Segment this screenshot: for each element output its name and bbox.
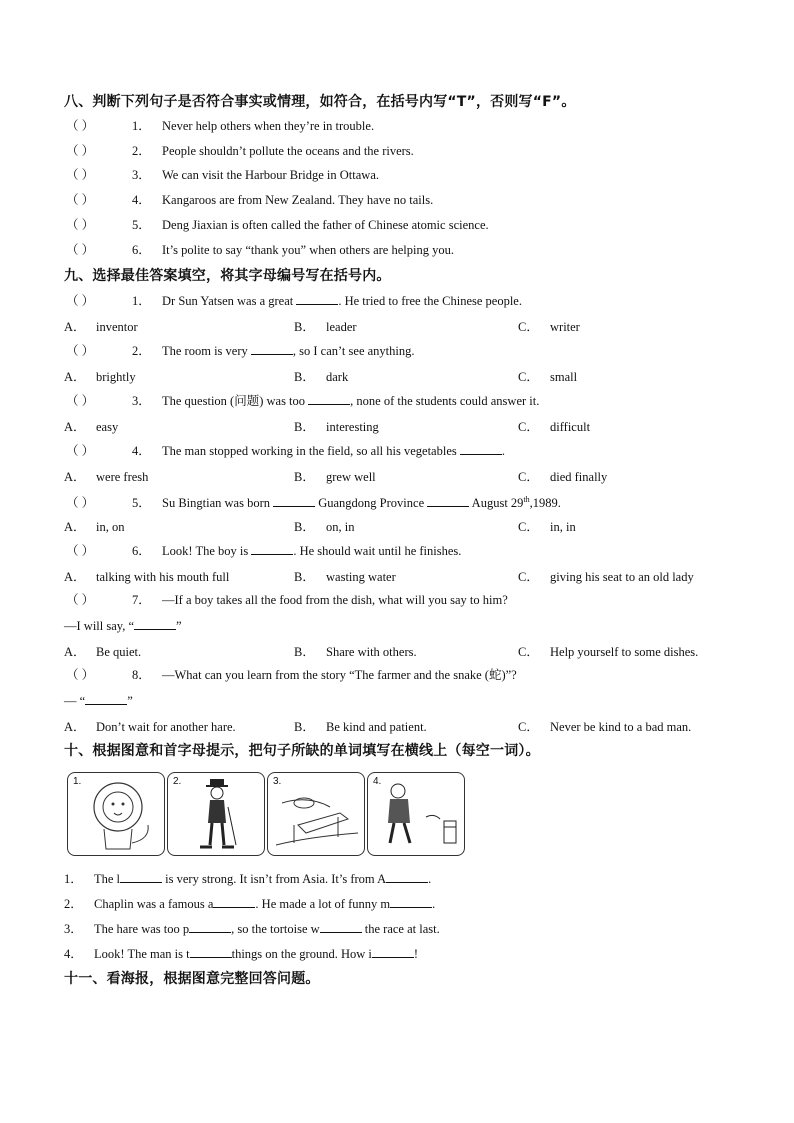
answer-paren[interactable]: （ ） xyxy=(66,394,95,408)
option-c[interactable] xyxy=(518,517,576,535)
answer-blank[interactable] xyxy=(372,945,414,958)
item-number: 3． xyxy=(132,168,151,182)
picture-number: 1. xyxy=(73,776,82,787)
option-letter: A． xyxy=(64,645,86,659)
option-b[interactable] xyxy=(294,467,376,485)
answer-blank[interactable] xyxy=(390,895,432,908)
answer-text: —I will say, “ xyxy=(64,619,135,633)
option-b[interactable] xyxy=(294,417,379,435)
fill-sentence-1 xyxy=(64,870,431,887)
lion-illustration xyxy=(68,773,164,855)
item-number: 8． xyxy=(132,668,151,682)
answer-paren[interactable]: （ ） xyxy=(66,544,95,558)
option-a[interactable] xyxy=(64,317,138,335)
answer-blank[interactable] xyxy=(296,292,338,305)
question-text: . He should wait until he finishes. xyxy=(293,544,462,558)
item-number: 6． xyxy=(132,544,151,558)
judge-item-2 xyxy=(66,143,414,159)
option-b[interactable] xyxy=(294,567,396,585)
option-text: giving his seat to an old lady xyxy=(550,570,694,584)
question-text: August 29 xyxy=(469,496,524,511)
option-letter: A． xyxy=(64,470,86,484)
item-number: 2． xyxy=(132,344,151,358)
judge-item-4 xyxy=(66,192,433,208)
option-text: writer xyxy=(550,320,580,334)
option-text: interesting xyxy=(326,420,379,434)
answer-paren[interactable]: （ ） xyxy=(66,294,95,308)
question-text: ,1989. xyxy=(529,496,561,511)
item-number: 2． xyxy=(132,144,151,158)
option-text: were fresh xyxy=(96,470,149,484)
option-text: Be kind and patient. xyxy=(326,720,427,734)
item-number: 5． xyxy=(132,496,151,511)
item-number: 4． xyxy=(132,193,151,207)
option-text: grew well xyxy=(326,470,376,484)
item-text: We can visit the Harbour Bridge in Ottawa. xyxy=(162,168,379,182)
answer-blank[interactable] xyxy=(308,392,350,405)
answer-paren[interactable]: （ ） xyxy=(66,593,95,607)
item-number: 4． xyxy=(132,444,151,458)
answer-paren[interactable]: （ ） xyxy=(66,496,95,511)
picture-chaplin xyxy=(167,772,265,856)
sentence-text: is very strong. It isn’t from Asia. It’s from A xyxy=(162,872,387,886)
sentence-text: things on the ground. How i xyxy=(231,947,372,961)
question-text: Look! The boy is xyxy=(162,544,252,558)
answer-blank[interactable] xyxy=(427,494,469,507)
option-letter: C． xyxy=(518,370,539,384)
option-letter: A． xyxy=(64,320,86,334)
option-a[interactable] xyxy=(64,517,124,535)
sentence-text: The l xyxy=(94,872,121,886)
answer-paren[interactable]: （ ） xyxy=(66,168,95,182)
option-b[interactable] xyxy=(294,367,348,385)
option-text: talking with his mouth full xyxy=(96,570,230,584)
option-letter: B． xyxy=(294,645,315,659)
option-text: died finally xyxy=(550,470,608,484)
option-a[interactable] xyxy=(64,567,229,585)
sentence-text: ! xyxy=(413,947,419,961)
section-9-title: 九、选择最佳答案填空，将其字母编号写在括号内。 xyxy=(64,268,391,284)
item-number: 2． xyxy=(64,897,83,911)
answer-paren[interactable]: （ ） xyxy=(66,218,95,232)
option-letter: A． xyxy=(64,720,86,734)
option-text: small xyxy=(550,370,578,384)
question-text: —What can you learn from the story “The farmer and the snake (蛇)”? xyxy=(162,668,517,682)
item-text: Deng Jiaxian is often called the father of Chinese atomic science. xyxy=(162,218,489,232)
option-a[interactable] xyxy=(64,717,236,735)
item-number: 5． xyxy=(132,218,151,232)
answer-blank[interactable] xyxy=(190,945,232,958)
item-number: 1． xyxy=(64,872,83,886)
option-c[interactable] xyxy=(518,367,577,385)
option-b[interactable] xyxy=(294,717,427,735)
choice-question-4 xyxy=(66,442,505,459)
option-letter: C． xyxy=(518,645,539,659)
option-text: on, in xyxy=(326,520,355,534)
choice-question-2 xyxy=(66,342,415,359)
judge-item-5 xyxy=(66,217,489,233)
option-b[interactable] xyxy=(294,642,417,660)
sentence-text: . xyxy=(432,897,436,911)
item-number: 1． xyxy=(132,294,151,308)
item-text: People shouldn’t pollute the oceans and the rivers. xyxy=(162,144,414,158)
item-number: 6． xyxy=(132,243,151,257)
section-11-title: 十一、看海报，根据图意完整回答问题。 xyxy=(64,971,320,987)
answer-text: — “ xyxy=(64,694,86,708)
option-text: Never be kind to a bad man. xyxy=(550,720,692,734)
option-letter: A． xyxy=(64,520,86,534)
option-letter: C． xyxy=(518,420,539,434)
option-text: inventor xyxy=(96,320,138,334)
answer-blank[interactable] xyxy=(386,870,428,883)
option-letter: C． xyxy=(518,570,539,584)
option-text: brightly xyxy=(96,370,136,384)
picture-strip xyxy=(67,772,467,856)
option-letter: C． xyxy=(518,320,539,334)
question-text: Guangdong Province xyxy=(315,496,428,511)
item-text: Kangaroos are from New Zealand. They have no tails. xyxy=(162,193,434,207)
option-a[interactable] xyxy=(64,367,136,385)
judge-item-3 xyxy=(66,167,379,183)
option-a[interactable] xyxy=(64,417,118,435)
answer-line-8 xyxy=(64,692,133,709)
option-text: Be quiet. xyxy=(96,645,142,659)
answer-blank[interactable] xyxy=(460,442,502,455)
option-letter: B． xyxy=(294,320,315,334)
answer-line-7 xyxy=(64,617,182,634)
judge-item-6 xyxy=(66,242,454,258)
choice-question-1 xyxy=(66,292,522,309)
option-letter: B． xyxy=(294,470,315,484)
question-text: . He tried to free the Chinese people. xyxy=(338,294,522,308)
answer-paren[interactable]: （ ） xyxy=(66,444,95,458)
sentence-text: . He made a lot of funny m xyxy=(255,897,391,911)
answer-paren[interactable]: （ ） xyxy=(66,243,95,257)
option-letter: B． xyxy=(294,420,315,434)
question-text: , so I can’t see anything. xyxy=(292,344,415,358)
choice-question-3 xyxy=(66,392,539,409)
option-text: in, in xyxy=(550,520,576,534)
option-b[interactable] xyxy=(294,517,354,535)
choice-question-8 xyxy=(66,667,517,683)
choice-question-5 xyxy=(66,492,561,511)
answer-text: ” xyxy=(127,694,133,708)
choice-question-7 xyxy=(66,592,508,608)
picture-hare-tortoise xyxy=(267,772,365,856)
option-letter: C． xyxy=(518,470,539,484)
answer-paren[interactable]: （ ） xyxy=(66,668,95,682)
answer-blank[interactable] xyxy=(213,895,255,908)
answer-blank[interactable] xyxy=(251,342,293,355)
picture-number: 4. xyxy=(373,776,382,787)
answer-paren[interactable]: （ ） xyxy=(66,193,95,207)
option-text: Don’t wait for another hare. xyxy=(96,720,236,734)
man-illustration xyxy=(368,773,464,855)
option-c[interactable] xyxy=(518,417,590,435)
answer-paren[interactable]: （ ） xyxy=(66,119,95,133)
choice-question-6 xyxy=(66,542,461,559)
item-text: It’s polite to say “thank you” when others are helping you. xyxy=(162,243,454,257)
answer-blank[interactable] xyxy=(189,920,231,933)
question-text: . xyxy=(501,444,505,458)
option-text: easy xyxy=(96,420,119,434)
option-c[interactable] xyxy=(518,467,607,485)
option-text: dark xyxy=(326,370,349,384)
picture-number: 3. xyxy=(273,776,282,787)
question-text: , none of the students could answer it. xyxy=(350,394,540,408)
sentence-text: The hare was too p xyxy=(94,922,190,936)
section-10-title: 十、根据图意和首字母提示，把句子所缺的单词填写在横线上（每空一词）。 xyxy=(64,743,540,759)
answer-blank[interactable] xyxy=(251,542,293,555)
option-letter: A． xyxy=(64,570,86,584)
answer-blank[interactable] xyxy=(134,617,176,630)
chaplin-illustration xyxy=(168,773,264,855)
sentence-text: , so the tortoise w xyxy=(231,922,320,936)
sentence-text: the race at last. xyxy=(361,922,440,936)
question-text: —If a boy takes all the food from the dish, what will you say to him? xyxy=(162,593,508,607)
item-number: 3． xyxy=(64,922,83,936)
option-text: wasting water xyxy=(326,570,396,584)
question-text: The question (问题) was too xyxy=(162,394,309,408)
option-text: difficult xyxy=(550,420,591,434)
item-number: 4． xyxy=(64,947,83,961)
option-letter: A． xyxy=(64,370,86,384)
answer-text: ” xyxy=(176,619,182,633)
picture-lion xyxy=(67,772,165,856)
sentence-text: Chaplin was a famous a xyxy=(94,897,214,911)
option-text: Share with others. xyxy=(326,645,417,659)
answer-paren[interactable]: （ ） xyxy=(66,344,95,358)
answer-blank[interactable] xyxy=(273,494,315,507)
option-a[interactable] xyxy=(64,467,148,485)
option-letter: C． xyxy=(518,720,539,734)
option-letter: A． xyxy=(64,420,86,434)
sentence-text: Look! The man is t xyxy=(94,947,190,961)
picture-number: 2. xyxy=(173,776,182,787)
option-letter: B． xyxy=(294,570,315,584)
item-number: 7． xyxy=(132,593,151,607)
item-number: 1． xyxy=(132,119,151,133)
option-letter: C． xyxy=(518,520,539,534)
question-text: Dr Sun Yatsen was a great xyxy=(162,294,297,308)
ordinal-suffix: th xyxy=(523,495,530,504)
option-c[interactable] xyxy=(518,717,691,735)
option-c[interactable] xyxy=(518,317,580,335)
option-letter: B． xyxy=(294,520,315,534)
sentence-text: . xyxy=(428,872,432,886)
item-number: 3． xyxy=(132,394,151,408)
question-text: Su Bingtian was born xyxy=(162,496,274,511)
question-text: The room is very xyxy=(162,344,251,358)
answer-paren[interactable]: （ ） xyxy=(66,144,95,158)
option-a[interactable] xyxy=(64,642,141,660)
fill-sentence-4 xyxy=(64,945,418,962)
option-text: in, on xyxy=(96,520,125,534)
option-letter: B． xyxy=(294,370,315,384)
option-text: Help yourself to some dishes. xyxy=(550,645,699,659)
race-illustration xyxy=(268,773,364,855)
picture-littering-man xyxy=(367,772,465,856)
fill-sentence-3 xyxy=(64,920,440,937)
option-c[interactable] xyxy=(518,642,698,660)
option-c[interactable] xyxy=(518,567,694,585)
answer-blank[interactable] xyxy=(120,870,162,883)
answer-blank[interactable] xyxy=(320,920,362,933)
fill-sentence-2 xyxy=(64,895,435,912)
judge-item-1 xyxy=(66,118,374,134)
option-letter: B． xyxy=(294,720,315,734)
question-text: The man stopped working in the field, so all his vegetables xyxy=(162,444,460,458)
option-b[interactable] xyxy=(294,317,357,335)
item-text: Never help others when they’re in trouble. xyxy=(162,119,375,133)
section-8-title: 八、判断下列句子是否符合事实或情理，如符合，在括号内写“T”，否则写“F”。 xyxy=(64,94,576,110)
answer-blank[interactable] xyxy=(85,692,127,705)
option-text: leader xyxy=(326,320,357,334)
